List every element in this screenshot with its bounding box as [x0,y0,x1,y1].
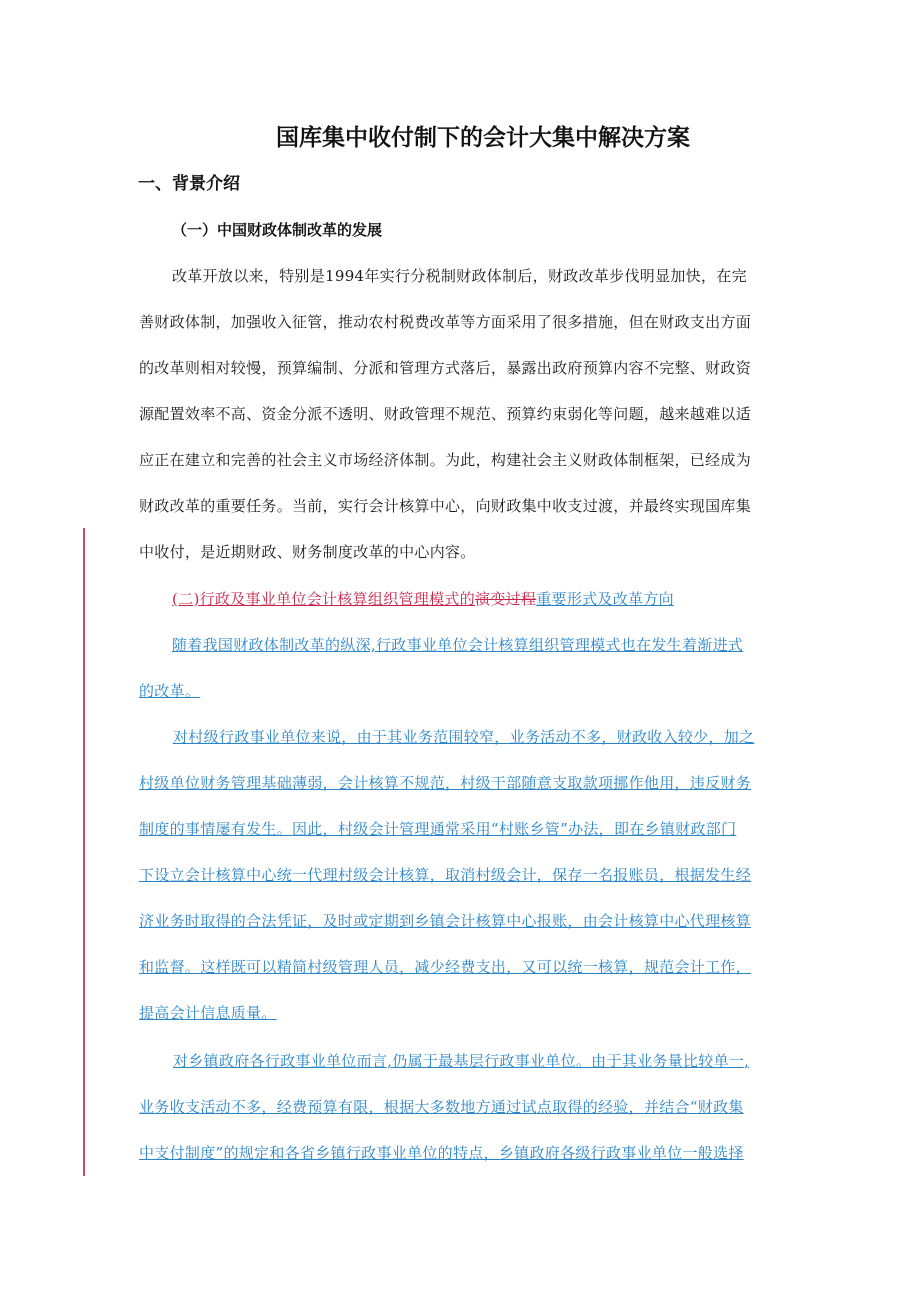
text-line: 源配置效率不高、资金分派不透明、财政管理不规范、预算约束弱化等问题，越来越难以适 [139,405,752,423]
tracked-insertion: 重要形式及改革方向 [536,590,674,608]
text-line: 改革开放以来，特别是1994年实行分税制财政体制后，财政改革步伐明显加快，在完 [172,267,747,285]
text-line: 中支付制度”的规定和各省乡镇行政事业单位的特点，乡镇政府各级行政事业单位一般选择 [139,1144,744,1162]
text-line: 下设立会计核算中心统一代理村级会计核算，取消村级会计，保存一名报账员，根据发生经 [139,866,752,884]
text-line: 的改革则相对较慢，预算编制、分派和管理方式落后，暴露出政府预算内容不完整、财政资 [139,359,752,377]
paragraph-revised-intro [139,622,799,714]
change-bar [83,528,85,1176]
text-line: 中收付，是近期财政、财务制度改革的中心内容。 [139,543,476,561]
text-line: 和监督。这样既可以精简村级管理人员，减少经费支出，又可以统一核算，规范会计工作， [139,958,752,976]
tracked-deletion: 演变过程 [475,590,537,608]
paragraph-fiscal-reform [139,253,799,575]
subsection-heading-fiscal-reform: （一）中国财政体制改革的发展 [172,221,383,239]
text-line: 对乡镇政府各行政事业单位而言,仍属于最基层行政事业单位。由于其业务量比较单一, [173,1052,750,1070]
text-line: 济业务时取得的合法凭证，及时或定期到乡镇会计核算中心报账，由会计核算中心代理核算 [139,912,752,930]
paragraph-village-units [139,714,799,1036]
text-line: 提高会计信息质量。 [139,1004,277,1022]
text-line: 应正在建立和完善的社会主义市场经济体制。为此，构建社会主义财政体制框架，已经成为 [139,451,752,469]
subsection-heading-management-model [172,586,674,612]
text-line: 制度的事情屡有发生。因此，村级会计管理通常采用“村账乡管”办法，即在乡镇财政部门 [139,820,737,838]
section-heading-background: 一、背景介绍 [138,174,240,194]
text-line: 随着我国财政体制改革的纵深,行政事业单位会计核算组织管理模式也在发生着渐进式 [172,636,744,654]
text-line: 善财政体制，加强收入征管，推动农村税费改革等方面采用了很多措施，但在财政支出方面 [139,313,752,331]
text-line: 业务收支活动不多，经费预算有限，根据大多数地方通过试点取得的经验，并结合“财政集 [139,1098,744,1116]
text-line: 对村级行政事业单位来说，由于其业务范围较窄，业务活动不多，财政收入较少，加之 [173,728,755,746]
tracked-insertion: (二)行政及事业单位会计核算组织管理模式的 [172,590,476,608]
document-title: 国库集中收付制下的会计大集中解决方案 [276,125,690,151]
paragraph-township-units [139,1038,799,1176]
text-line: 村级单位财务管理基础薄弱，会计核算不规范，村级干部随意支取款项挪作他用，违反财务 [139,774,752,792]
text-line: 的改革。 [139,682,201,700]
text-line: 财政改革的重要任务。当前，实行会计核算中心，向财政集中收支过渡，并最终实现国库集 [139,497,752,515]
